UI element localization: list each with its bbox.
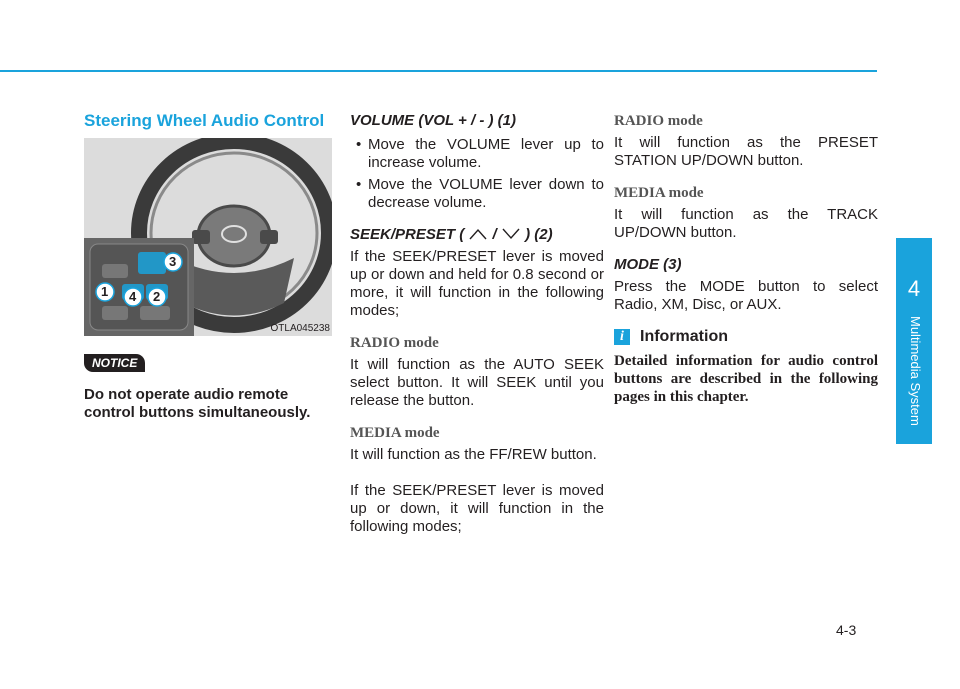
steering-wheel-image bbox=[84, 138, 332, 336]
callout-3: 3 bbox=[169, 254, 177, 269]
media-mode-heading: MEDIA mode bbox=[614, 185, 704, 201]
mode-heading: MODE (3) bbox=[614, 256, 682, 273]
chevron-down-icon bbox=[501, 228, 521, 240]
callout-4: 4 bbox=[129, 289, 137, 304]
information-title: Information bbox=[640, 328, 728, 345]
information-text: Detailed information for audio control buttons are described in the following pages in this chapter. bbox=[614, 353, 878, 405]
figure-caption: OTLA045238 bbox=[270, 323, 330, 334]
volume-list bbox=[350, 136, 604, 212]
radio-mode-text: It will function as the PRESET STATION UP/DOWN button. bbox=[614, 134, 878, 169]
seek-intro: If the SEEK/PRESET lever is moved up or down and held for 0.8 second or more, it will function in the following modes; bbox=[350, 248, 604, 319]
notice-text: Do not operate audio remote control buttons simultaneously. bbox=[84, 386, 311, 421]
chapter-number: 4 bbox=[907, 276, 921, 301]
seek-short-text: If the SEEK/PRESET lever is moved up or down, it will function in the following modes; bbox=[350, 482, 604, 535]
column-steering-controls bbox=[84, 112, 332, 130]
notice-label: NOTICE bbox=[84, 354, 145, 372]
header-rule bbox=[0, 70, 877, 72]
chapter-tab bbox=[896, 238, 932, 444]
notice-box bbox=[84, 354, 332, 422]
callout-2: 2 bbox=[153, 289, 161, 304]
media-mode-heading: MEDIA mode bbox=[350, 425, 440, 441]
information-header bbox=[614, 328, 878, 346]
media-mode-text: It will function as the TRACK UP/DOWN button. bbox=[614, 206, 878, 241]
radio-mode-heading: RADIO mode bbox=[614, 113, 703, 129]
list-item: • Move the VOLUME lever up to increase volume. bbox=[350, 136, 604, 172]
mode-text: Press the MODE button to select Radio, XM, Disc, or AUX. bbox=[614, 278, 878, 313]
media-mode-text: It will function as the FF/REW button. bbox=[350, 446, 597, 463]
column-modes bbox=[614, 112, 878, 406]
steering-wheel-illustration bbox=[84, 138, 332, 336]
list-item: • Move the VOLUME lever down to decrease volume. bbox=[350, 176, 604, 212]
column-volume-seek bbox=[350, 112, 604, 536]
radio-mode-heading: RADIO mode bbox=[350, 335, 439, 351]
page-number: 4-3 bbox=[836, 622, 857, 638]
info-icon: i bbox=[614, 329, 630, 345]
callout-1: 1 bbox=[101, 284, 109, 299]
chevron-up-icon bbox=[468, 228, 488, 240]
radio-mode-text: It will function as the AUTO SEEK select button. It will SEEK until you release the button. bbox=[350, 356, 604, 409]
chapter-label: Multimedia System bbox=[908, 316, 923, 426]
seek-heading: SEEK/PRESET ( / ) (2) bbox=[350, 226, 553, 243]
section-heading: Steering Wheel Audio Control bbox=[84, 111, 325, 130]
volume-heading: VOLUME (VOL + / - ) (1) bbox=[350, 112, 516, 129]
